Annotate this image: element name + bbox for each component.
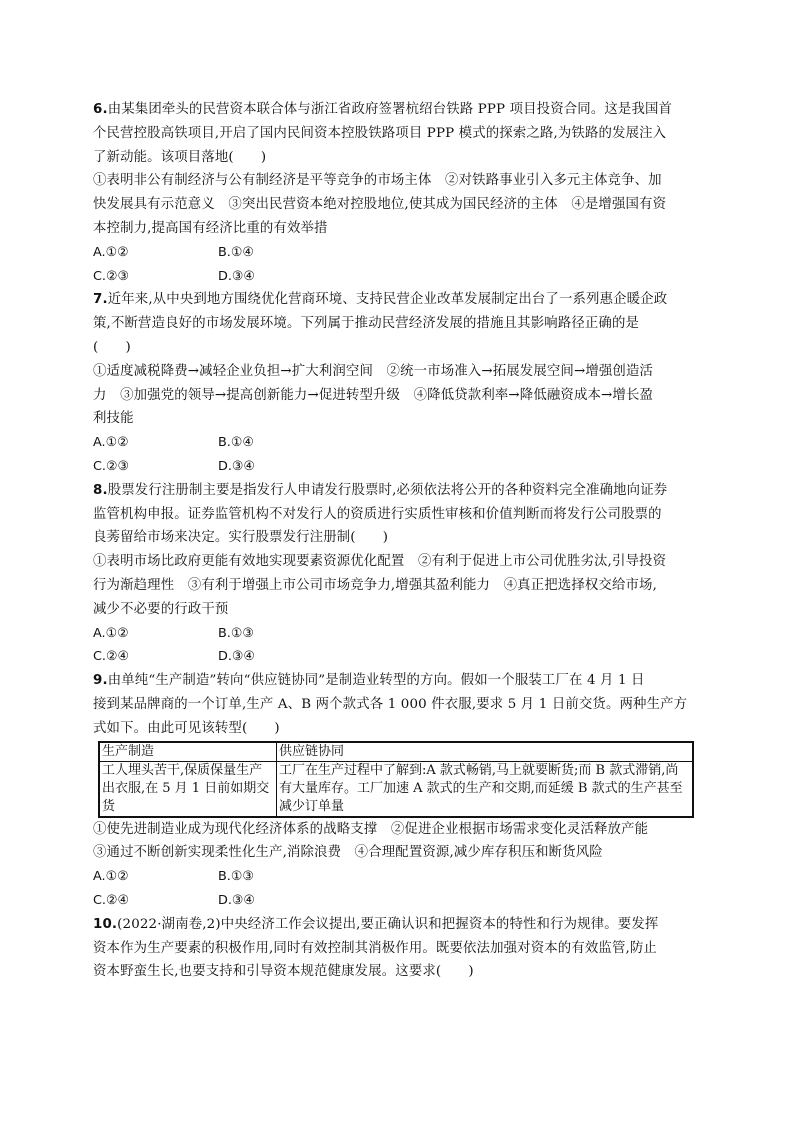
document-page: [93, 98, 698, 984]
statement-line: ①使先进制造业成为现代化经济体系的战略支撑 ②促进企业根据市场需求变化灵活释放产能: [93, 821, 649, 837]
options-row: [93, 455, 698, 479]
statement-line: ①表明市场比政府更能有效地实现要素资源优化配置 ②有利于促进上市公司优胜劣汰,引导投资: [93, 554, 667, 570]
table-header-row: [99, 742, 693, 762]
question-10: [93, 913, 698, 984]
option-d[interactable]: D.③④: [218, 268, 255, 284]
question-number: 8.: [93, 482, 108, 498]
question-stem-line: 策,不断营造良好的市场发展环境。下列属于推动民营经济发展的措施且其影响路径正确的是: [93, 316, 640, 332]
table-cell: 工人埋头苦干,保质保量生产出衣服,在 5 月 1 日前如期交货: [99, 761, 277, 817]
question-stem-line: ( ): [93, 339, 131, 355]
options-row: [93, 265, 698, 289]
options-row: [93, 622, 698, 646]
options-row: [93, 889, 698, 913]
comparison-table: [98, 741, 694, 818]
table-cell: 工厂在生产过程中了解到:A 款式畅销,马上就要断货;而 B 款式滞销,尚有大量库存。工厂加速 A 款式的生产和交期,而延缓 B 款式的生产甚至减少订单量: [277, 761, 694, 817]
statement-line: 快发展具有示范意义 ③突出民营资本绝对控股地位,使其成为国民经济的主体 ④是增强国有资: [93, 197, 667, 213]
question-stem-line: 监管机构申报。证券监管机构不对发行人的资质进行实质性审核和价值判断而将发行公司股票的: [93, 506, 662, 522]
question-stem-line: 资本作为生产要素的积极作用,同时有效控制其消极作用。既要依法加强对资本的有效监管,防止: [93, 940, 657, 956]
option-b[interactable]: B.①④: [218, 435, 254, 451]
option-b[interactable]: B.①③: [218, 625, 254, 641]
table-header-cell: 供应链协同: [277, 742, 694, 762]
option-b[interactable]: B.①④: [218, 244, 254, 260]
question-stem-line: 资本野蛮生长,也要支持和引导资本规范健康发展。这要求( ): [93, 964, 474, 980]
question-number: 7.: [93, 292, 108, 308]
question-stem-line: 9.由单纯“生产制造”转向“供应链协同”是制造业转型的方向。假如一个服装工厂在 4 月 1 日: [93, 673, 645, 689]
statement-line: 减少不必要的行政干预: [93, 601, 229, 617]
option-b[interactable]: B.①③: [218, 869, 254, 885]
option-d[interactable]: D.③④: [218, 649, 255, 665]
question-number: 10.: [93, 916, 118, 932]
question-stem-line: 了新动能。该项目落地( ): [93, 149, 267, 165]
question-number: 9.: [93, 673, 108, 689]
options-row: [93, 645, 698, 669]
table-row: [99, 761, 693, 817]
options-row: [93, 865, 698, 889]
option-a[interactable]: A.①②: [93, 869, 129, 885]
statement-line: ①适度减税降费→减轻企业负担→扩大利润空间 ②统一市场准入→拓展发展空间→增强创造活: [93, 363, 654, 379]
question-number: 6.: [93, 102, 108, 117]
statement-line: ①表明非公有制经济与公有制经济是平等竞争的市场主体 ②对铁路事业引入多元主体竞争、加: [93, 173, 662, 189]
option-d[interactable]: D.③④: [218, 458, 255, 474]
option-a[interactable]: A.①②: [93, 244, 129, 260]
options-row: [93, 431, 698, 455]
question-stem-line: 良莠留给市场来决定。实行股票发行注册制( ): [93, 530, 389, 546]
statement-line: ③通过不断创新实现柔性化生产,消除浪费 ④合理配置资源,减少库存积压和断货风险: [93, 845, 603, 861]
table-header-cell: 生产制造: [99, 742, 277, 762]
option-c[interactable]: C.②③: [93, 268, 129, 284]
question-stem-line: 10.(2022·湖南卷,2)中央经济工作会议提出,要正确认识和把握资本的特性和行为规律。要发挥: [93, 916, 659, 932]
options-row: [93, 241, 698, 265]
option-a[interactable]: A.①②: [93, 625, 129, 641]
question-stem-line: 6.由某集团牵头的民营资本联合体与浙江省政府签署杭绍台铁路 PPP 项目投资合同。这是我国首: [93, 102, 673, 117]
question-stem-line: 接到某品牌商的一个订单,生产 A、B 两个款式各 1 000 件衣服,要求 5 月 1 日前交货。两种生产方: [93, 696, 688, 712]
option-c[interactable]: C.②③: [93, 458, 129, 474]
option-c[interactable]: C.②④: [93, 649, 129, 665]
question-stem-line: 式如下。由此可见该转型( ): [93, 720, 280, 736]
question-8: [93, 479, 698, 669]
option-d[interactable]: D.③④: [218, 892, 255, 908]
statement-line: 行为渐趋理性 ③有利于增强上市公司市场竞争力,增强其盈利能力 ④真正把选择权交给市场,: [93, 577, 657, 593]
question-6: [93, 98, 698, 288]
question-stem-line: 8.股票发行注册制主要是指发行人申请发行股票时,必须依法将公开的各种资料完全准确地向证券: [93, 482, 668, 498]
question-stem-line: 个民营控股高铁项目,开启了国内民间资本控股铁路项目 PPP 模式的探索之路,为铁路的发展注入: [93, 125, 667, 141]
statement-line: 力 ③加强党的领导→提高创新能力→促进转型升级 ④降低贷款利率→降低融资成本→增长盈: [93, 387, 654, 403]
option-a[interactable]: A.①②: [93, 435, 129, 451]
statement-line: 本控制力,提高国有经济比重的有效举措: [93, 220, 328, 236]
statement-line: 利技能: [93, 411, 134, 427]
question-9: [93, 669, 698, 913]
question-stem-line: 7.近年来,从中央到地方围绕优化营商环境、支持民营企业改革发展制定出台了一系列惠企暖企政: [93, 292, 668, 308]
question-7: [93, 288, 698, 478]
option-c[interactable]: C.②④: [93, 892, 129, 908]
